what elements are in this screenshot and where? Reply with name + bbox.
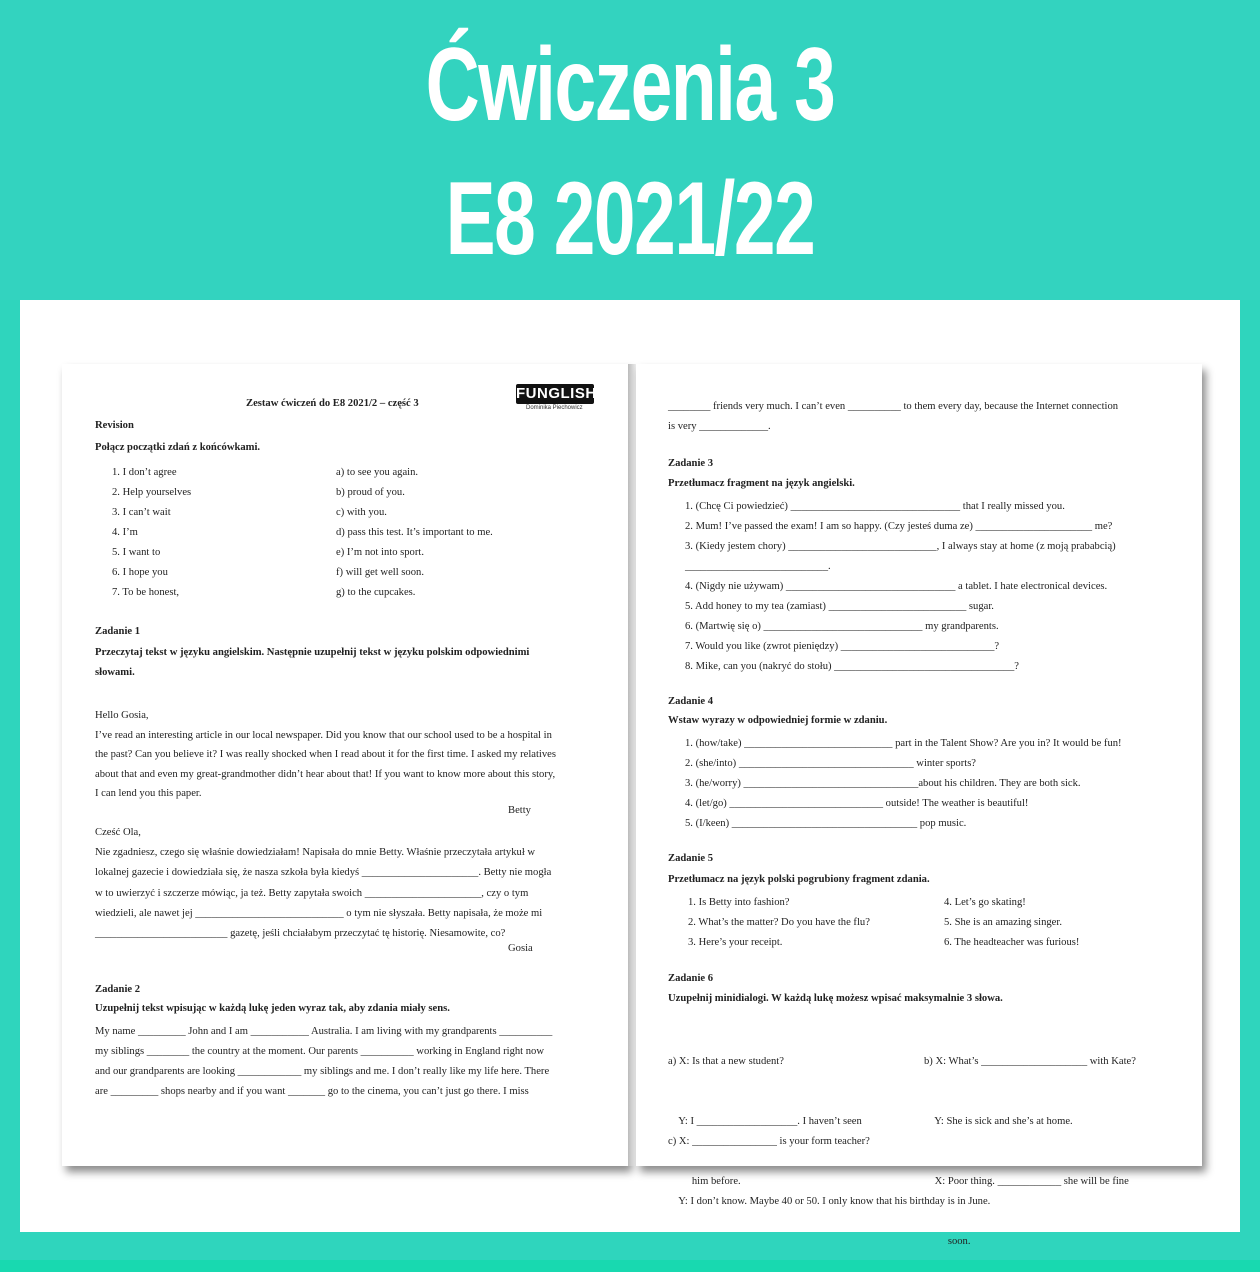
list-item: 1. I don’t agree — [112, 467, 177, 478]
list-item: 5. Add honey to my tea (zamiast) __________________________ sugar. — [685, 601, 994, 612]
zadanie2-instruction: Uzupełnij tekst wpisując w każdą lukę jeden wyraz tak, aby zdania miały sens. — [95, 1003, 450, 1014]
list-item: 2. Help yourselves — [112, 487, 192, 498]
zadanie4-instruction: Wstaw wyrazy w odpowiedniej formie w zdaniu. — [668, 715, 888, 726]
dialog-line: X: Poor thing. ____________ she will be fine — [924, 1176, 1129, 1187]
zadanie4-heading: Zadanie 4 — [668, 696, 714, 707]
polish-reply — [95, 823, 551, 944]
revision-heading: Revision — [95, 420, 134, 431]
letter-line: Hello Gosia, — [95, 710, 149, 721]
dialog-line: soon. — [924, 1236, 971, 1247]
list-item: 2. What’s the matter? Do you have the flu? — [688, 917, 870, 928]
banner-title-line2: E8 2021/22 — [445, 161, 815, 277]
list-item: 2. (she/into) _________________________________ winter sports? — [685, 758, 977, 769]
letter-line: the past? Can you believe it? I was really shocked when I read about it for the first time. I asked my relatives — [95, 749, 556, 761]
english-letter — [95, 706, 556, 804]
list-item: 6. I hope you — [112, 567, 168, 578]
zadanie1-instruction-line1: Przeczytaj tekst w języku angielskim. Następnie uzupełnij tekst w języku polskim odpowiednimi — [95, 647, 530, 658]
list-item: 5. I want to — [112, 547, 161, 558]
letter-signature: Betty — [508, 805, 531, 816]
dialog-line: Y: She is sick and she’s at home. — [924, 1116, 1073, 1127]
list-item: 3. I can’t wait — [112, 507, 171, 518]
list-item: a) to see you again. — [336, 467, 419, 478]
list-item: 3. Here’s your receipt. — [688, 937, 783, 948]
reply-line: lokalnej gazecie i dowiedziała się, że nasza szkoła była kiedyś ______________________. Betty nie mogła — [95, 867, 552, 879]
zadanie1-instruction-line2: słowami. — [95, 667, 135, 678]
list-item: c) with you. — [336, 507, 387, 518]
list-item: g) to the cupcakes. — [336, 587, 416, 598]
list-item: 1. (how/take) ____________________________ part in the Talent Show? Are you in? It would be fun! — [685, 738, 1122, 749]
list-item: 7. To be honest, — [112, 587, 180, 598]
text-line: and our grandparents are looking ____________ my siblings and me. I don’t really like my life here. There — [95, 1066, 550, 1077]
list-item: b) proud of you. — [336, 487, 405, 498]
list-item: 1. Is Betty into fashion? — [688, 897, 790, 908]
zadanie5-left-list — [688, 893, 870, 953]
reply-line: Cześć Ola, — [95, 827, 141, 838]
letter-line: I can lend you this paper. — [95, 788, 202, 800]
zadanie5-heading: Zadanie 5 — [668, 853, 714, 864]
funglish-logo: FUNGLISH — [516, 385, 597, 402]
dialog-c — [668, 1092, 990, 1232]
text-line: is very _____________. — [668, 421, 771, 432]
list-item: e) I’m not into sport. — [336, 547, 424, 558]
list-item: 8. Mike, can you (nakryć do stołu) __________________________________? — [685, 661, 1019, 672]
match-instruction: Połącz początki zdań z końcówkami. — [95, 442, 261, 453]
zadanie5-instruction: Przetłumacz na język polski pogrubiony fragment zdania. — [668, 874, 930, 885]
reply-line: _________________________ gazetę, jeśli chciałabym przeczytać tę historię. Niesamowite, co? — [95, 928, 506, 940]
zadanie5-right-list — [944, 893, 1079, 953]
list-item: 7. Would you like (zwrot pieniędzy) _____________________________? — [685, 641, 1000, 652]
list-item: 4. (let/go) _____________________________ outside! The weather is beautiful! — [685, 798, 1029, 809]
list-item: f) will get well soon. — [336, 567, 424, 578]
list-item: 2. Mum! I’ve passed the exam! I am so happy. (Czy jesteś duma ze) ______________________ me? — [685, 521, 1113, 532]
letter-line: about that and even my great-grandmother didn’t hear about that! If you want to know more about this story, — [95, 768, 556, 780]
dialog-line: Y: I ___________________. I haven’t seen — [668, 1116, 862, 1127]
list-item: d) pass this test. It’s important to me. — [336, 527, 493, 538]
zadanie2-continuation — [668, 397, 1118, 437]
dialog-line: Y: I don’t know. Maybe 40 or 50. I only know that his birthday is in June. — [668, 1196, 991, 1207]
list-item: 4. (Nigdy nie używam) ________________________________ a tablet. I hate electronical devices. — [685, 581, 1108, 592]
zadanie4-list — [685, 734, 1122, 834]
list-item: 5. (I/keen) ___________________________________ pop music. — [685, 818, 967, 829]
reply-line: Nie zgadniesz, czego się właśnie dowiedziałam! Napisała do mnie Betty. Właśnie przeczytała artykuł w — [95, 847, 536, 859]
reply-signature: Gosia — [508, 943, 533, 954]
zadanie6-instruction: Uzupełnij minidialogi. W każdą lukę możesz wpisać maksymalnie 3 słowa. — [668, 993, 1003, 1004]
list-item: 1. (Chcę Ci powiedzieć) ________________________________ that I really missed you. — [685, 501, 1065, 512]
list-item: 6. The headteacher was furious! — [944, 937, 1080, 948]
title-banner — [0, 0, 1260, 300]
zadanie3-heading: Zadanie 3 — [668, 458, 714, 469]
list-item: 5. She is an amazing singer. — [944, 917, 1062, 928]
dialog-line: a) X: Is that a new student? — [668, 1056, 784, 1067]
dialog-line: b) X: What’s ____________________ with Kate? — [924, 1056, 1136, 1067]
banner-title-line1: Ćwiczenia 3 — [425, 27, 835, 143]
list-item: 6. (Martwię się o) ______________________________ my grandparents. — [685, 621, 999, 632]
text-line: my siblings ________ the country at the moment. Our parents __________ working in England right now — [95, 1046, 545, 1057]
zadanie1-heading: Zadanie 1 — [95, 626, 141, 637]
list-item: 4. I’m — [112, 527, 138, 538]
zadanie3-list — [685, 497, 1116, 677]
worksheet-title: Zestaw ćwiczeń do E8 2021/2 – część 3 — [246, 398, 419, 409]
letter-line: I’ve read an interesting article in our local newspaper. Did you know that our school used to be a hospital in — [95, 729, 552, 741]
reply-line: w to uwierzyć i szczerze mówiąc, ja też. Betty zapytała swoich ______________________, czy o tym — [95, 887, 529, 899]
zadanie3-instruction: Przetłumacz fragment na język angielski. — [668, 478, 855, 489]
dialog-line: c) X: ________________ is your form teacher? — [668, 1136, 870, 1147]
zadanie2-heading: Zadanie 2 — [95, 984, 141, 995]
zadanie6-heading: Zadanie 6 — [668, 973, 714, 984]
dialog-line: him before. — [668, 1176, 741, 1187]
reply-line: wiedzieli, ale nawet jej ____________________________ o tym nie słyszała. Betty napisała, że może mi — [95, 907, 543, 919]
list-item: ___________________________. — [685, 561, 831, 572]
match-ends-list — [336, 463, 493, 603]
list-item: 3. (Kiedy jestem chory) ____________________________, I always stay at home (z moją prababcią) — [685, 541, 1116, 552]
text-line: ________ friends very much. I can’t even __________ to them every day, because the Internet connection — [668, 401, 1119, 412]
text-line: are _________ shops nearby and if you want _______ go to the cinema, you can’t just go there. I miss — [95, 1086, 529, 1097]
page-gutter — [628, 364, 636, 1166]
list-item: 3. (he/worry) _________________________________about his children. They are both sick. — [685, 778, 1081, 789]
zadanie2-text — [95, 1022, 552, 1102]
match-starts-list — [112, 463, 191, 603]
list-item: 4. Let’s go skating! — [944, 897, 1026, 908]
text-line: My name _________ John and I am ___________ Australia. I am living with my grandparents __________ — [95, 1026, 553, 1037]
logo-subtitle: Dominika Piechowicz — [526, 405, 583, 411]
